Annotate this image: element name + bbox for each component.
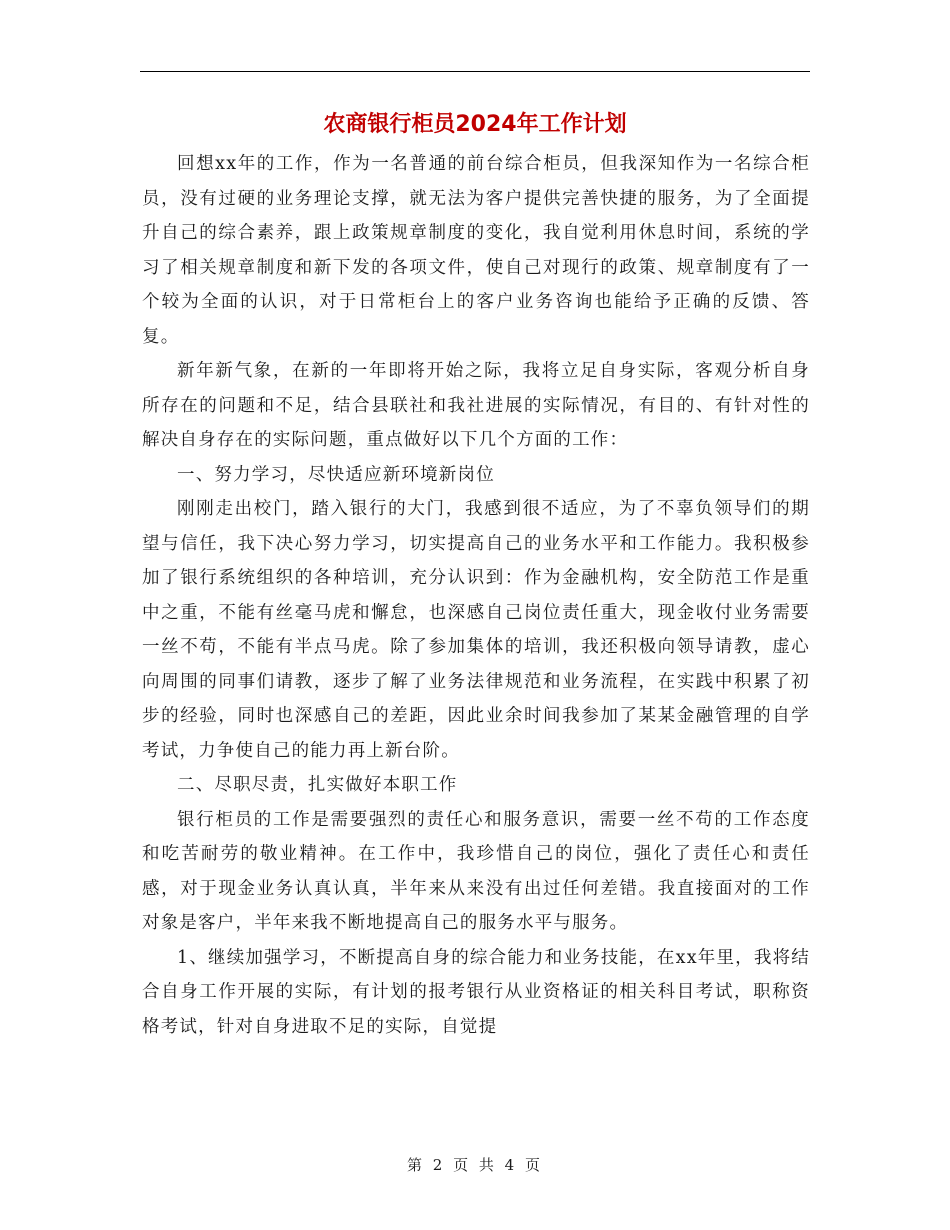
header-rule (140, 71, 810, 72)
paragraph-intro: 回想xx年的工作，作为一名普通的前台综合柜员，但我深知作为一名综合柜员，没有过硬的业务理论支撑，就无法为客户提供完善快捷的服务，为了全面提升自己的综合素养，跟上政策规章制度的变化，我自觉利用休息时间，系统的学习了相关规章制度和新下发的各项文件，使自己对现行的政策、规章制度有了一个较为全面的认识，对于日常柜台上的客户业务咨询也能给予正确的反馈、答复。 (142, 154, 810, 347)
document-body (142, 147, 810, 1044)
paragraph-study: 刚刚走出校门，踏入银行的大门，我感到很不适应，为了不辜负领导们的期望与信任，我下决心努力学习，切实提高自己的业务水平和工作能力。我积极参加了银行系统组织的各种培训，充分认识到：作为金融机构，安全防范工作是重中之重，不能有丝毫马虎和懈怠，也深感自己岗位责任重大，现金收付业务需要一丝不苟，不能有半点马虎。除了参加集体的培训，我还积极向领导请教，虚心向周围的同事们请教，逐步了解了业务法律规范和业务流程，在实践中积累了初步的经验，同时也深感自己的差距，因此业余时间我参加了某某金融管理的自学考试，力争使自己的能力再上新台阶。 (142, 499, 810, 761)
paragraph-item-1: 1、继续加强学习，不断提高自身的综合能力和业务技能，在xx年里，我将结合自身工作开展的实际，有计划的报考银行从业资格证的相关科目考试，职称资格考试，针对自身进取不足的实际，自觉提 (142, 947, 810, 1037)
document-title: 农商银行柜员2024年工作计划 (323, 112, 627, 137)
page-number: 第 2 页 共 4 页 (407, 1156, 543, 1174)
paragraph-new-year: 新年新气象，在新的一年即将开始之际，我将立足自身实际，客观分析自身所存在的问题和不足，结合县联社和我社进展的实际情况，有目的、有针对性的解决自身存在的实际问题，重点做好以下几个方面的工作： (142, 361, 810, 450)
section-heading-2: 二、尽职尽责，扎实做好本职工作 (177, 775, 458, 795)
paragraph-duty: 银行柜员的工作是需要强烈的责任心和服务意识，需要一丝不苟的工作态度和吃苦耐劳的敬业精神。在工作中，我珍惜自己的岗位，强化了责任心和责任感，对于现金业务认真认真，半年来从来没有出过任何差错。我直接面对的工作对象是客户，半年来我不断地提高自己的服务水平与服务。 (142, 809, 810, 933)
section-heading-1: 一、努力学习，尽快适应新环境新岗位 (177, 464, 495, 485)
